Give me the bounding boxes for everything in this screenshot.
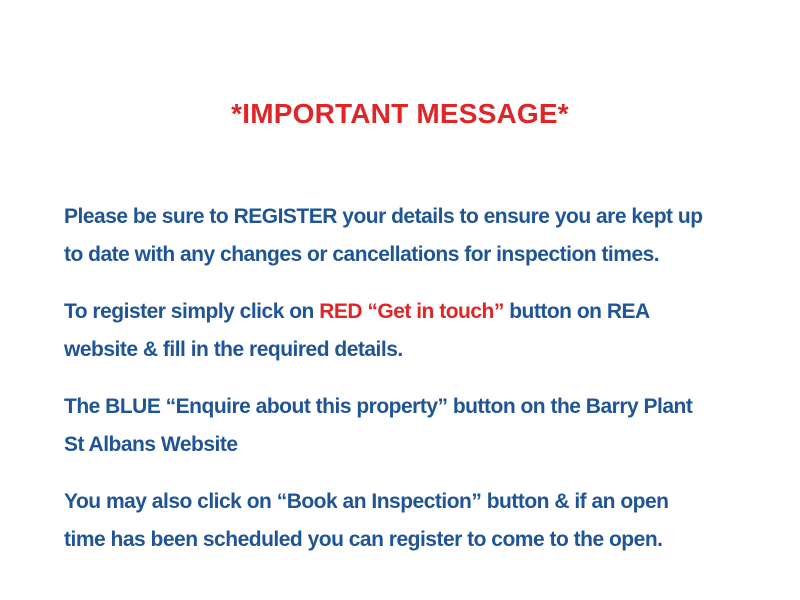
text-line — [64, 528, 662, 551]
text-run: time has been scheduled you can register to come to the open. — [64, 528, 663, 551]
text-run: to date with any changes or cancellations for inspection times. — [64, 243, 660, 266]
get-in-touch-highlight: RED “Get in touch” — [319, 300, 504, 323]
text-line — [64, 243, 659, 266]
text-run: You may also click on “Book an Inspection” button & if an open — [64, 490, 669, 513]
text-run: To register simply click on — [64, 300, 320, 323]
paragraph-book-an-inspection — [64, 483, 760, 559]
paragraph-barry-plant-enquire — [64, 388, 760, 464]
text-line — [64, 205, 703, 228]
text-run: button on REA — [503, 300, 650, 323]
paragraph-register-notice — [64, 198, 760, 274]
text-run: The BLUE “Enquire about this property” button on the Barry Plant — [64, 395, 693, 418]
text-line — [64, 490, 669, 513]
text-line — [64, 395, 692, 418]
paragraph-rea-get-in-touch — [64, 293, 760, 369]
text-run: Please be sure to REGISTER your details to ensure you are kept up — [64, 205, 703, 228]
text-line — [64, 300, 650, 323]
text-line — [64, 338, 403, 361]
text-run: website & fill in the required details. — [64, 338, 403, 361]
message-body — [64, 198, 760, 559]
page-title: *IMPORTANT MESSAGE* — [231, 98, 569, 129]
text-run: St Albans Website — [64, 433, 238, 456]
text-line — [64, 433, 238, 456]
